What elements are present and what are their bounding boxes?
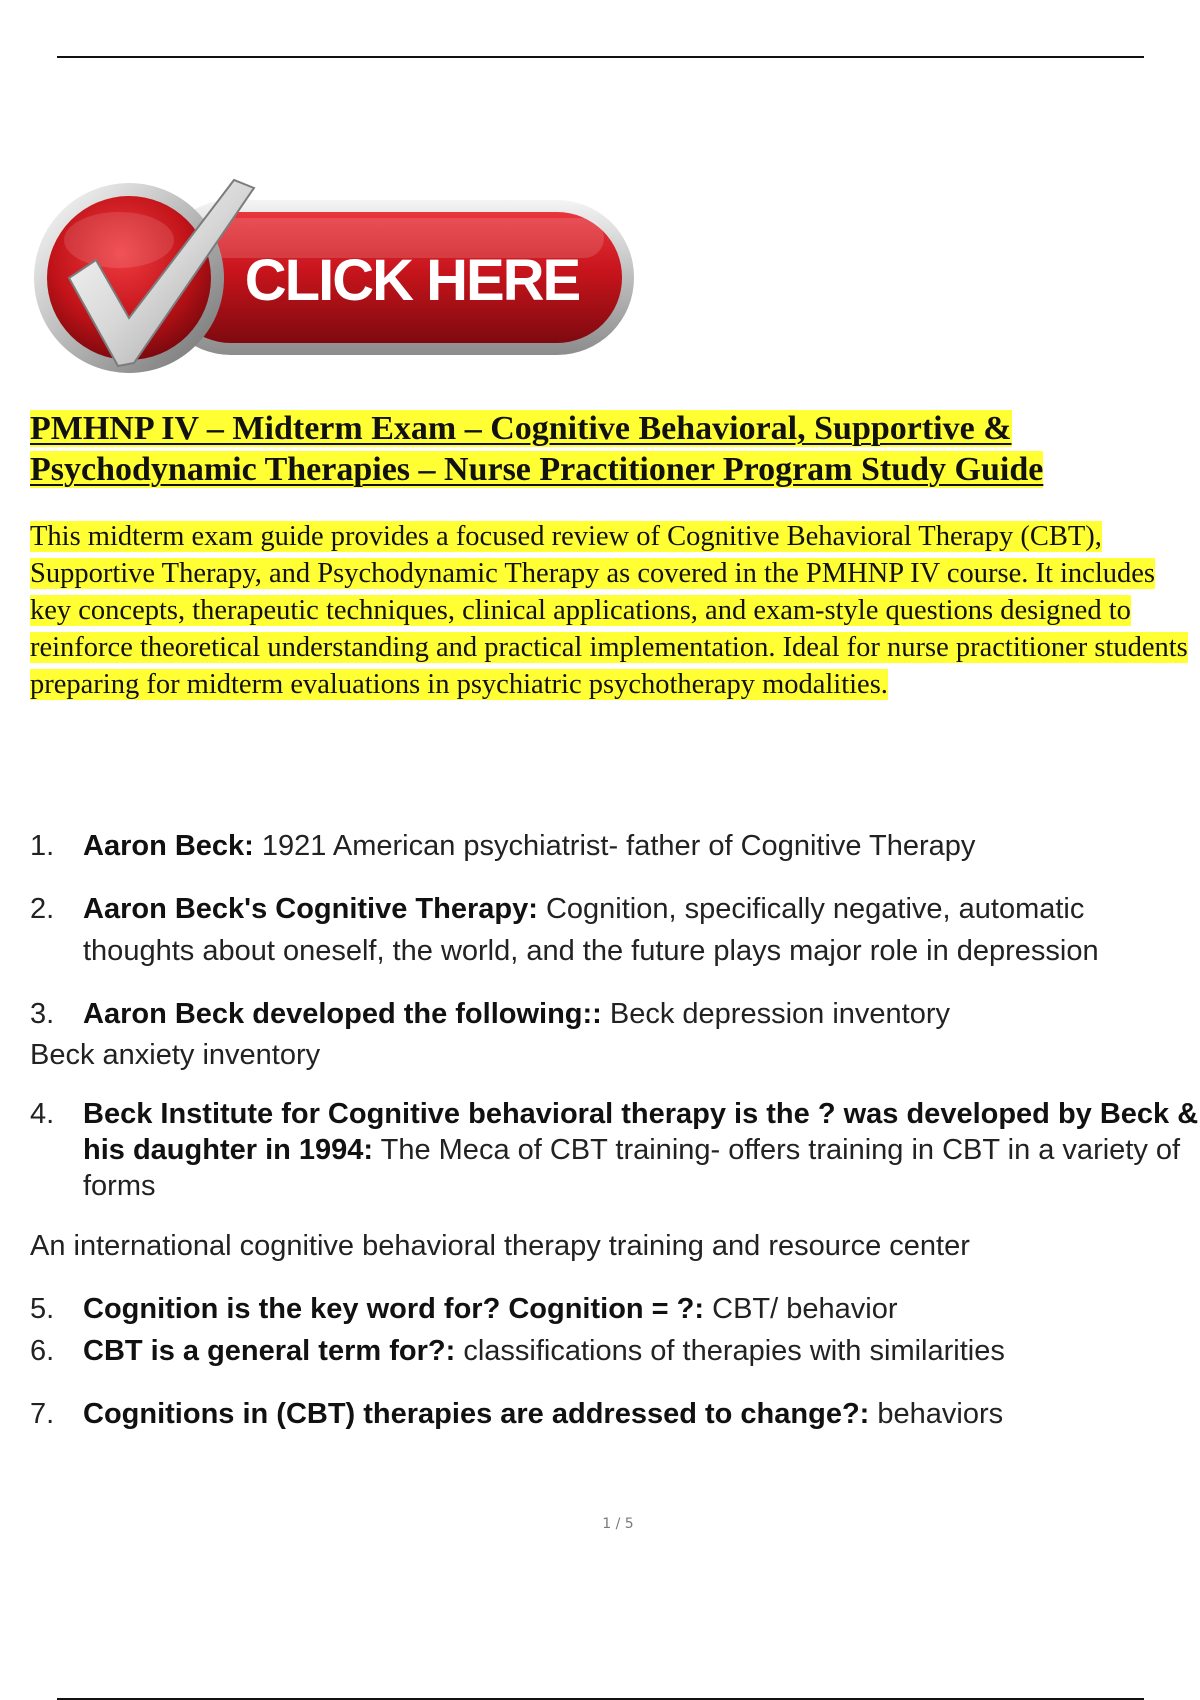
qa-item-7 <box>0 1393 1200 1435</box>
qa-number: 6. <box>30 1335 55 1367</box>
intro-paragraph <box>30 518 1200 703</box>
qa-definition: 1921 American psychiatrist- father of Cognitive Therapy <box>261 830 976 862</box>
qa-list <box>0 825 1200 1435</box>
qa-item-4 <box>0 1096 1200 1267</box>
qa-item-3 <box>0 993 1200 1075</box>
qa-after-note: An international cognitive behavioral therapy training and resource center <box>30 1230 970 1262</box>
qa-term: Cognition is the key word for? Cognition = ?: <box>83 1293 705 1325</box>
qa-item-6 <box>0 1330 1200 1372</box>
qa-definition: Cognition, specifically negative, automatic thoughts about oneself, the world, and the future plays major role in depression <box>83 893 1099 967</box>
title-line-1: PMHNP IV – Midterm Exam – Cognitive Behavioral, Supportive & <box>30 410 1012 447</box>
qa-number: 5. <box>30 1293 55 1325</box>
qa-term: Aaron Beck: <box>83 830 254 862</box>
qa-definition: classifications of therapies with similarities <box>463 1335 1005 1367</box>
qa-number: 4. <box>30 1098 55 1130</box>
qa-item-5 <box>0 1288 1200 1330</box>
document-title <box>30 408 1170 490</box>
click-here-button[interactable] <box>34 178 644 378</box>
click-here-label: CLICK HERE <box>244 248 580 313</box>
qa-definition: CBT/ behavior <box>712 1293 898 1325</box>
qa-item-1 <box>0 825 1200 867</box>
qa-definition: behaviors <box>877 1398 1004 1430</box>
qa-item-2 <box>0 888 1200 972</box>
qa-term: Aaron Beck's Cognitive Therapy: <box>83 893 538 925</box>
qa-definition: The Meca of CBT training- offers training in CBT in a variety of forms <box>83 1134 1181 1202</box>
qa-continuation: Beck anxiety inventory <box>30 1039 321 1071</box>
intro-text: This midterm exam guide provides a focused review of Cognitive Behavioral Therapy (CBT), Supportive Therapy, and Psychodynamic Therapy as covered in the PMHNP IV course. It includes key concepts, therapeutic techniques, clinical applications, and exam-style questions designed to reinforce theoretical understanding and practical implementation. Ideal for nurse practitioner students preparing for midterm evaluations in psychiatric psychotherapy modalities. <box>30 521 1188 700</box>
qa-term: CBT is a general term for?: <box>83 1335 456 1367</box>
click-here-graphic <box>34 178 644 378</box>
qa-number: 2. <box>30 893 55 925</box>
qa-term: Aaron Beck developed the following:: <box>83 998 602 1030</box>
qa-number: 1. <box>30 830 55 862</box>
top-divider <box>57 56 1144 58</box>
qa-term: Cognitions in (CBT) therapies are addressed to change?: <box>83 1398 870 1430</box>
qa-number: 7. <box>30 1398 55 1430</box>
qa-term: Beck Institute for Cognitive behavioral therapy is the ? was developed by Beck & his daughter in 1994: <box>83 1098 1199 1166</box>
qa-definition: Beck depression inventory <box>609 998 951 1030</box>
page-indicator: 1 / 5 <box>602 1516 634 1532</box>
qa-number: 3. <box>30 998 55 1030</box>
title-line-2: Psychodynamic Therapies – Nurse Practitioner Program Study Guide <box>30 451 1044 488</box>
